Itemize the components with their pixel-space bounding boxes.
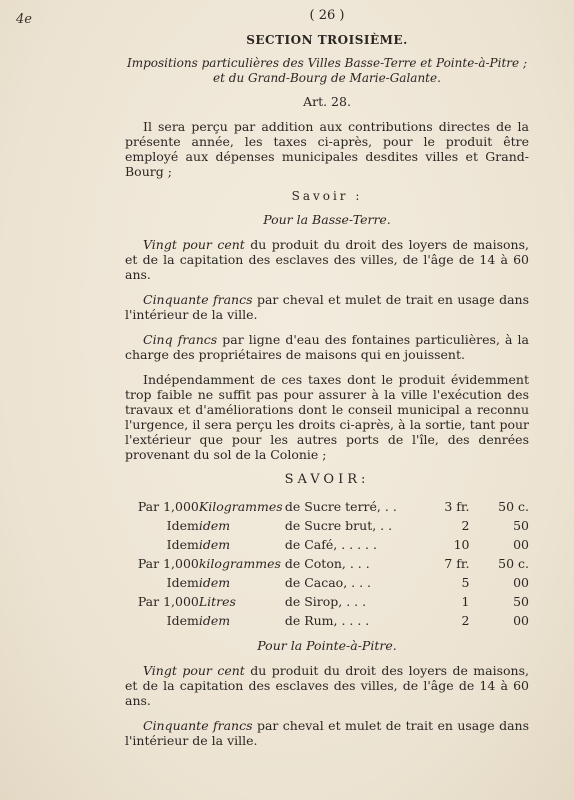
qty-cell: Par 1,000: [137, 594, 199, 609]
table-row: [125, 516, 529, 535]
qty-cell: Idem: [166, 613, 199, 628]
francs-cell: 10: [453, 537, 470, 552]
tax-table-body: [125, 497, 529, 630]
centimes-cell: 50: [513, 594, 529, 609]
centimes-cell: 50 c.: [498, 499, 529, 514]
independamment-paragraph: Indépendamment de ces taxes dont le produit évidemment trop faible ne suffit pas pour assurer à la ville l'exécution des travaux et d'améliorations dont le conseil municipal a reconnu l'urgence, il sera perçu les droits ci-après, à la sortie, tant pour l'extérieur que pour les autres ports de l'île, des denrées provenant du sol de la Colonie ;: [125, 372, 529, 462]
francs-cell: 1: [461, 594, 470, 609]
francs-cell: 2: [461, 613, 470, 628]
bt-p2-emphasis: Cinquante francs: [143, 292, 253, 307]
francs-cell: 3 fr.: [444, 499, 470, 514]
unit-cell: idem: [198, 575, 231, 590]
qty-cell: Par 1,000: [137, 556, 199, 571]
pp-p2-emphasis: Cinquante francs: [143, 718, 253, 733]
centimes-cell: 00: [513, 613, 529, 628]
francs-cell: 2: [461, 518, 470, 533]
centimes-cell: 50: [513, 518, 529, 533]
basse-terre-paragraph-1: [125, 237, 529, 282]
item-cell: de Rum, . . . .: [284, 613, 370, 628]
centimes-cell: 00: [513, 537, 529, 552]
bt-p1-emphasis: Vingt pour cent: [143, 237, 245, 252]
qty-cell: Idem: [166, 537, 199, 552]
bt-p3-emphasis: Cinq francs: [143, 332, 218, 347]
qty-cell: Idem: [166, 518, 199, 533]
page-number: ( 26 ): [309, 8, 345, 23]
pp-p1-text: du produit du droit des loyers de maisons, et de la capitation des esclaves des villes, de l'âge de 14 à 60 ans.: [125, 663, 529, 708]
pointe-a-pitre-heading: Pour la Pointe-à-Pitre.: [257, 638, 397, 653]
margin-note: 4e: [16, 12, 32, 27]
section-subtitle: [125, 56, 529, 86]
unit-cell: Litres: [198, 594, 236, 609]
table-row: [125, 497, 529, 516]
qty-cell: Par 1,000: [137, 499, 199, 514]
subtitle-line-1: Impositions particulières des Villes Basse-Terre et Pointe-à-Pitre ;: [127, 56, 527, 70]
table-row: [125, 573, 529, 592]
pointe-paragraph-1: [125, 663, 529, 708]
table-row: [125, 592, 529, 611]
item-cell: de Cacao, . . .: [284, 575, 372, 590]
pointe-paragraph-2: [125, 718, 529, 748]
bt-p3-text: par ligne d'eau des fontaines particulières, à la charge des propriétaires de maisons qui en jouissent.: [125, 332, 529, 362]
centimes-cell: 00: [513, 575, 529, 590]
article-number: Art. 28.: [303, 94, 351, 109]
unit-cell: idem: [198, 537, 231, 552]
savoir-heading-1: Savoir :: [291, 189, 363, 203]
unit-cell: kilogrammes: [198, 556, 281, 571]
unit-cell: idem: [198, 518, 231, 533]
savoir-heading-2: SAVOIR:: [284, 472, 370, 487]
unit-cell: idem: [198, 613, 231, 628]
francs-cell: 5: [461, 575, 470, 590]
centimes-cell: 50 c.: [498, 556, 529, 571]
item-cell: de Café, . . . . .: [284, 537, 377, 552]
basse-terre-paragraph-3: [125, 332, 529, 362]
table-row: [125, 554, 529, 573]
page-content: [125, 8, 529, 758]
table-row: [125, 611, 529, 630]
qty-cell: Idem: [166, 575, 199, 590]
item-cell: de Sirop, . . .: [284, 594, 367, 609]
subtitle-line-2: et du Grand-Bourg de Marie-Galante.: [213, 71, 441, 85]
pp-p2-text: par cheval et mulet de trait en usage dans l'intérieur de la ville.: [125, 718, 529, 748]
basse-terre-heading: Pour la Basse-Terre.: [263, 212, 391, 227]
bt-p1-text: du produit du droit des loyers de maisons, et de la capitation des esclaves des villes, de l'âge de 14 à 60 ans.: [125, 237, 529, 282]
table-row: [125, 535, 529, 554]
unit-cell: Kilogrammes: [198, 499, 283, 514]
item-cell: de Sucre terré, . .: [284, 499, 397, 514]
intro-paragraph: Il sera perçu par addition aux contributions directes de la présente année, les taxes ci-après, pour le produit être employé aux dépenses municipales desdites villes et Grand-Bourg ;: [125, 119, 529, 179]
basse-terre-paragraph-2: [125, 292, 529, 322]
section-title: SECTION TROISIÈME.: [246, 33, 408, 47]
tax-table: [125, 497, 529, 630]
pp-p1-emphasis: Vingt pour cent: [143, 663, 245, 678]
item-cell: de Coton, . . .: [284, 556, 370, 571]
item-cell: de Sucre brut, . .: [284, 518, 393, 533]
francs-cell: 7 fr.: [444, 556, 470, 571]
bt-p2-text: par cheval et mulet de trait en usage dans l'intérieur de la ville.: [125, 292, 529, 322]
